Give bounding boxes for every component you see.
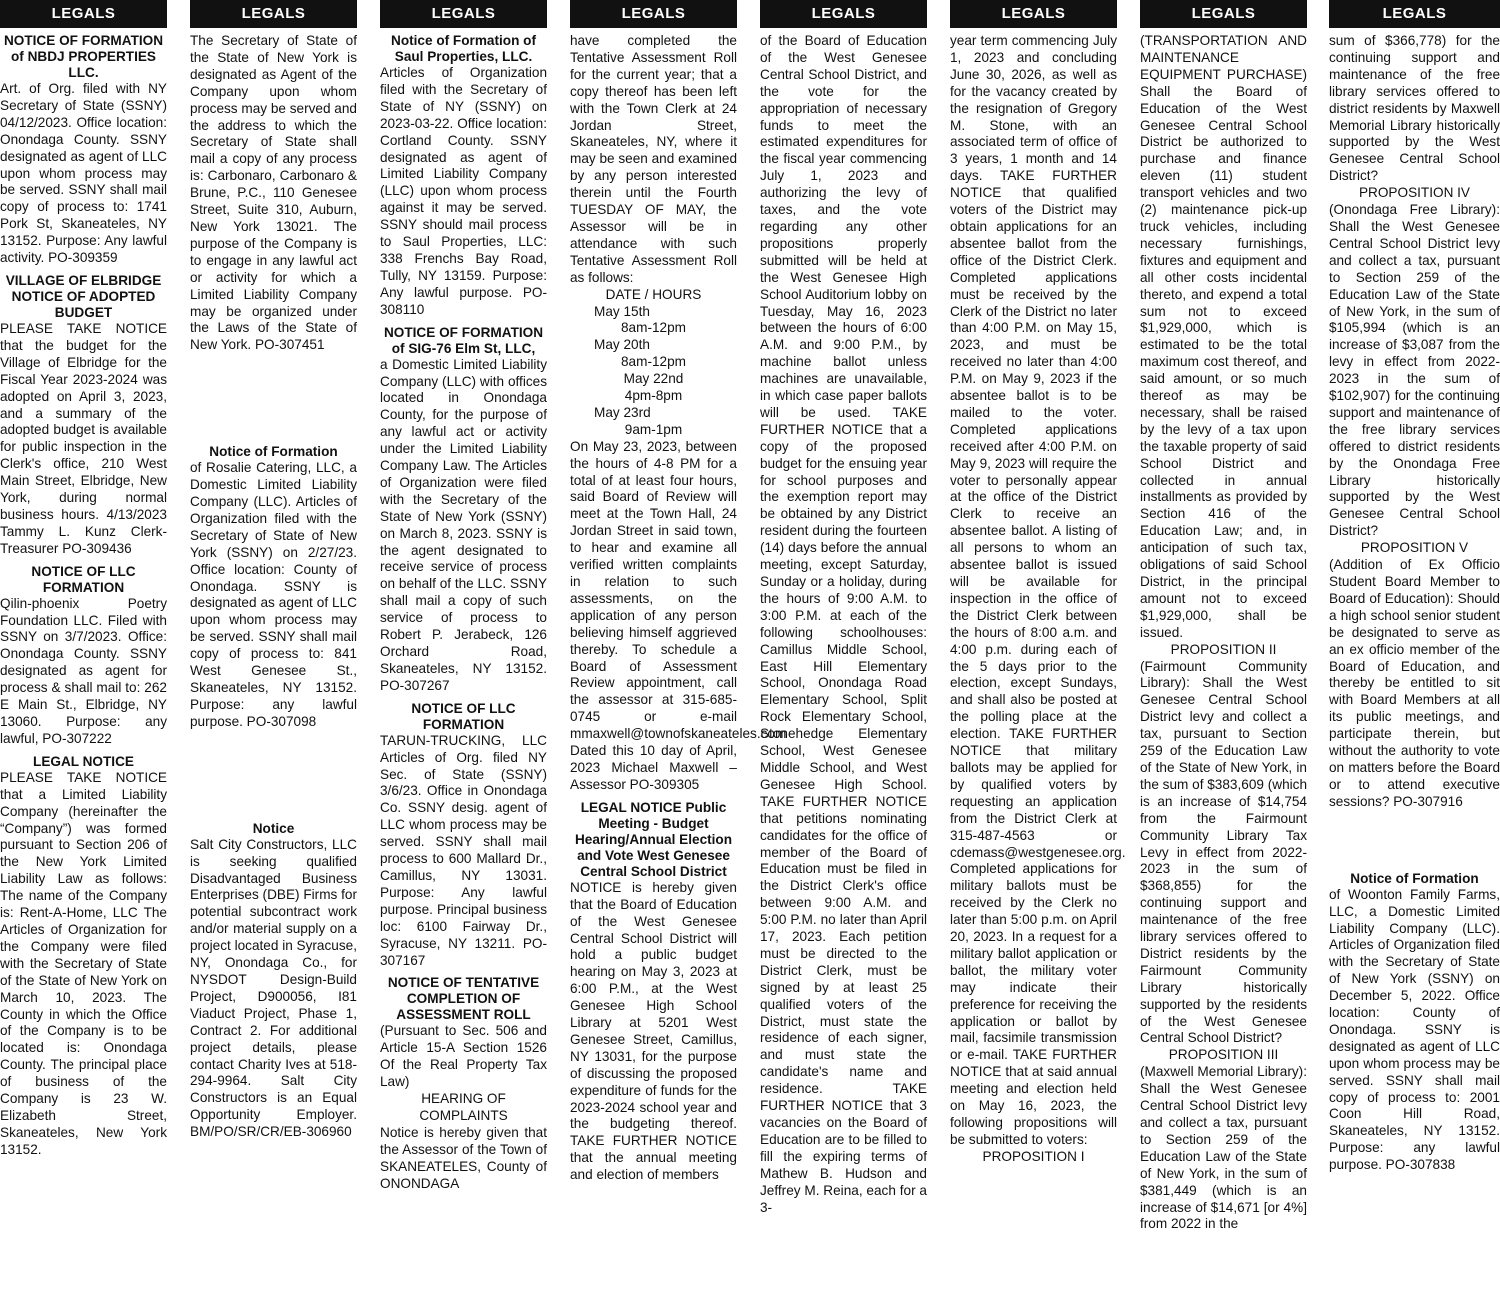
section-heading: PROPOSITION V xyxy=(1360,540,1469,556)
notice-text: Articles of Organization filed with the Secretary of State of NY (SSNY) on 2023-03-22. Office location: Cortland County. SSNY designated as agent of Limited Liability Company (LLC) upon whom process against it may be served. SSNY should mail process to Saul Properties, LLC: 338 Frenchs Bay Road, Tully, NY 13159. Purpose: Any lawful purpose. PO-308110 xyxy=(380,65,547,317)
column-4 xyxy=(570,0,787,1313)
section-heading: PROPOSITION II xyxy=(1170,641,1277,657)
section-heading: PROPOSITION I xyxy=(982,1148,1085,1164)
notice-text: PLEASE TAKE NOTICE that a Limited Liability Company (hereinafter the “Company”) was formed pursuant to Section 206 of the New York Limited Liability Law as follows: The name of the Company is: Rent-A-Home, LLC The Articles of Organization for the Company were filed with the Secretary of State of the State of New York on March 10, 2023. The County in which the Office of the Company is to be located is: Onondaga County. The principal place of business of the Company is 23 W. Elizabeth Street, Skaneateles, New York 13152. xyxy=(0,769,167,1157)
notice-text: PLEASE TAKE NOTICE that the budget for the Village of Elbridge for the Fiscal Year 2023-2024 was adopted on April 3, 2023, and a summary of the adopted budget is available for public inspection in the Clerk's office, 210 West Main Street, Elbridge, New York, during normal business hours. 4/13/2023 Tammy L. Kunz Clerk-Treasurer PO-309436 xyxy=(0,320,167,556)
notice-title: Notice of Formation of Saul Properties, LLC. xyxy=(391,33,536,64)
notice-title: NOTICE OF FORMATION of NBDJ PROPERTIES LLC. xyxy=(3,33,164,80)
notice-text: sum of $366,778) for the continuing support and maintenance of the free library services offered to district residents by Maxwell Memorial Library historically supported by the West Genesee Central School District? xyxy=(1329,33,1500,184)
notice-text: The Secretary of State of the State of New York is designated as Agent of the Company upon whom process may be served and the address to which the Secretary of State shall mail a copy of any process is: Carbonaro, Carbonaro & Brune, P.C., 110 Genesee Street, Suite 310, Auburn, New York 13021. The purpose of the Company is to engage in any lawful act or activity for which a Limited Liability Company may be organized under the Laws of the State of New York. PO-307451 xyxy=(190,33,357,353)
schedule-hours: 4pm-8pm xyxy=(624,388,683,404)
notice-title: LEGAL NOTICE xyxy=(33,753,134,769)
notice-text: year term commencing July 1, 2023 and concluding June 30, 2026, as well as for the vacancy created by the resignation of Gregory M. Stone, with an associated term of office of 3 years, 1 month and 14 days. TAKE FURTHER NOTICE that qualified voters of the District may obtain applications for an absentee ballot from the office of the District Clerk. Completed applications must be received by the Clerk of the District no later than 4:00 P.M. on May 15, 2023, and must be received no later than 4:00 P.M. on May 9, 2023 if the absentee ballot is to be mailed to the voter. Completed applications received after 4:00 P.M. on May 9, 2023 will require the voter to personally appear at the office of the District Clerk to receive an absentee ballot. A listing of all persons to whom an absentee ballot is issued will be available for inspection in the office of the District Clerk between the hours of 8:00 a.m. and 4:00 p.m. during each of the 5 days prior to the election, except Sundays, and shall also be posted at the polling place at the election. TAKE FURTHER NOTICE that military ballots may be applied for by qualified voters by requesting an application from the District Clerk at 315-487-4563 or cdemass@westgenesee.org. Completed applications for military ballots must be received by the Clerk no later than 5:00 p.m. on April 20, 2023. In a request for a military ballot application or ballot, the military voter may indicate their preference for receiving the application or ballot by mail, facsimile transmission or e-mail. TAKE FURTHER NOTICE that at said annual meeting and election held on May 16, 2023, the following propositions will be submitted to voters: xyxy=(950,33,1126,1147)
schedule-date: May 22nd xyxy=(623,371,684,387)
notice-title: NOTICE OF TENTATIVE COMPLETION OF ASSESSMENT ROLL xyxy=(387,975,540,1023)
legals-header: LEGALS xyxy=(1140,0,1307,28)
notice-title: Notice xyxy=(252,820,295,836)
notice-text: Qilin-phoenix Poetry Foundation LLC. Filed with SSNY on 3/7/2023. Office: Onondaga County. SSNY designated as agent for process & shall mail to: 262 E Main St., Elbridge, NY 13060. Purpose: any lawful, PO-307222 xyxy=(0,595,167,746)
notice-text: of Woonton Family Farms, LLC, a Domestic Limited Liability Company (LLC). Articles of Organization filed with the Secretary of State of New York (SSNY) on December 5, 2022. Office location: County of Onondaga. SSNY is designated as agent of LLC upon whom process may be served. SSNY shall mail copy of process to: 2001 Coon Hill Road, Skaneateles, NY 13152. Purpose: any lawful purpose. PO-307838 xyxy=(1329,886,1500,1173)
legals-header: LEGALS xyxy=(190,0,357,28)
legals-header: LEGALS xyxy=(950,0,1117,28)
notice-title: VILLAGE OF ELBRIDGE NOTICE OF ADOPTED BUDGET xyxy=(5,272,162,320)
column-3 xyxy=(380,0,547,1313)
notice-title: NOTICE OF LLC FORMATION xyxy=(31,563,136,595)
legals-header: LEGALS xyxy=(1329,0,1500,28)
schedule-hours: 8am-12pm xyxy=(621,354,686,370)
notice-text: (Fairmount Community Library): Shall the West Genesee Central School District levy and collect a tax, pursuant to Section 259 of the Education Law of the State of New York, in the sum of $383,609 (which is an increase of $14,754 from the Fairmount Community Library Tax Levy in effect from 2022-2023 in the sum of $368,855) for the continuing support and maintenance of the free library services offered to District residents by the Fairmount Community Library historically supported by the residents of the West Genesee Central School District? xyxy=(1140,658,1308,1046)
schedule-hours: 9am-1pm xyxy=(624,421,683,437)
legals-header: LEGALS xyxy=(760,0,927,28)
notice-text: Salt City Constructors, LLC is seeking qualified Disadvantaged Business Enterprises (DBE) Firms for potential subcontract work and/or material supply on a project located in Syracuse, NY, Onondaga Co., for NYSDOT Design-Build Project, D900056, I81 Viaduct Project, Phase 1, Contract 2. For additional project details, please contact Charity Ives at 518-294-9964. Salt City Constructors is an Equal Opportunity Employer. BM/PO/SR/CR/EB-306960 xyxy=(190,836,357,1140)
schedule-date: May 15th xyxy=(594,303,650,319)
notice-text: a Domestic Limited Liability Company (LLC) with offices located in Onondaga County, for the purpose of any lawful act or activity under the Limited Liability Company Law. The Articles of Organization were filed with the Secretary of the State of New York (SSNY) on March 8, 2023. SSNY is the agent designated to receive service of process on behalf of the LLC. SSNY shall mail a copy of such service of process to Robert P. Jerabeck, 126 Orchard Road, Skaneateles, NY 13152. PO-307267 xyxy=(380,356,548,693)
notice-title: NOTICE OF FORMATION of SIG-76 Elm St, LLC, xyxy=(383,324,544,356)
column-8 xyxy=(1329,0,1500,1313)
section-heading: HEARING OF COMPLAINTS xyxy=(419,1091,508,1123)
column-7 xyxy=(1140,0,1307,1313)
column-2 xyxy=(190,0,357,1313)
notice-text: (TRANSPORTATION AND MAINTENANCE EQUIPMENT PURCHASE) Shall the Board of Education of the West Genesee Central School District be authorized to purchase and finance eleven (11) student transport vehicles and two (2) maintenance pick-up truck vehicles, including necessary furnishings, fixtures and equipment and all other costs incidental thereto, and expend a total sum not to exceed $1,929,000, which is estimated to be the total maximum cost thereof, and said amount, or so much thereof as may be necessary, shall be raised by the levy of a tax upon the taxable property of said School District and collected in annual installments as provided by Section 416 of the Education Law; and, in anticipation of such tax, obligations of said School District, in the principal amount not to exceed $1,929,000, shall be issued. xyxy=(1140,33,1307,640)
legals-header: LEGALS xyxy=(380,0,547,28)
schedule-header: DATE / HOURS xyxy=(605,286,702,302)
section-heading: PROPOSITION IV xyxy=(1358,185,1471,201)
notice-text: (Pursuant to Sec. 506 and Article 15-A Section 1526 Of the Real Property Tax Law) xyxy=(380,1023,547,1090)
column-6 xyxy=(950,0,1126,1313)
notice-title: LEGAL NOTICE Public Meeting - Budget Hearing/Annual Election and Vote West Genesee Central School District xyxy=(574,799,733,879)
column-1 xyxy=(0,0,167,1313)
notice-text: of the Board of Education of the West Genesee Central School District, and the vote for the appropriation of necessary funds to meet the estimated expenditures for the fiscal year commencing July 1, 2023 and authorizing the levy of taxes, and the vote regarding any other propositions properly submitted will be held at the West Genesee High School Auditorium lobby on Tuesday, May 16, 2023 between the hours of 6:00 A.M. and 9:00 P.M., by machine ballot unless machines are unavailable, in which case paper ballots will be used. TAKE FURTHER NOTICE that a copy of the proposed budget for the ensuing year for school purposes and the exemption report may be obtained by any District resident during the fourteen (14) days before the annual meeting, except Saturday, Sunday or a holiday, during the hours of 9:00 A.M. to 3:00 P.M. at each of the following schoolhouses: Camillus Middle School, East Hill Elementary School, Onondaga Road Elementary School, Split Rock Elementary School, Stonehedge Elementary School, West Genesee Middle School, and West Genesee High School. TAKE FURTHER NOTICE that petitions nominating candidates for the office of member of the Board of Education must be filed in the District Clerk's office between 9:00 A.M. and 5:00 P.M. no later than April 17, 2023. Each petition must be directed to the District Clerk, must be signed by at least 25 qualified voters of the District, must state the residence of each signer, and must state the candidate's name and residence. TAKE FURTHER NOTICE that 3 vacancies on the Board of Education are to be filled to fill the expiring terms of Mathew B. Hudson and Jeffrey M. Reina, each for a 3- xyxy=(760,33,927,1215)
legals-header: LEGALS xyxy=(570,0,737,28)
notice-title: Notice of Formation xyxy=(1350,870,1479,886)
schedule-date: May 23rd xyxy=(594,404,651,420)
column-5 xyxy=(760,0,927,1313)
schedule-hours: 8am-12pm xyxy=(621,320,686,336)
notice-text: On May 23, 2023, between the hours of 4-8 PM for a total of at least four hours, said Board of Review will meet at the Town Hall, 24 Jordan Street in said town, to hear and examine all verified written complaints in relation to such assessments, on the application of any person believing himself aggrieved thereby. To schedule a Board of Assessment Review appointment, call the assessor at 315-685-0745 or e-mail mmaxwell@townofskaneateles.com Dated this 10 day of April, 2023 Michael Maxwell – Assessor PO-309305 xyxy=(570,438,787,792)
notice-text: have completed the Tentative Assessment Roll for the current year; that a copy thereof has been left with the Town Clerk at 24 Jordan Street, Skaneateles, NY, where it may be seen and examined by any person interested therein until the Fourth TUESDAY OF MAY, the Assessor will be in attendance with such Tentative Assessment Roll as follows: xyxy=(570,33,738,285)
section-heading: PROPOSITION III xyxy=(1168,1047,1279,1063)
legals-header: LEGALS xyxy=(0,0,167,28)
notice-text: (Addition of Ex Officio Student Board Member to Board of Education): Should a high school senior student be designated to serve as an ex officio member of the Board of Education, and thereby be entitled to sit with Board Members at all its public meetings, and participate therein, but without the authority to vote on matters before the Board or to attend executive sessions? PO-307916 xyxy=(1329,557,1500,809)
notice-title: NOTICE OF LLC FORMATION xyxy=(411,700,516,732)
notice-text: NOTICE is hereby given that the Board of Education of the West Genesee Central School District will hold a public budget hearing on May 3, 2023 at 6:00 P.M., at the West Genesee High School Library at 5201 West Genesee Street, Camillus, NY 13031, for the purpose of discussing the proposed expenditure of funds for the 2023-2024 school year and the budgeting thereof. TAKE FURTHER NOTICE that the annual meeting and election of members xyxy=(570,879,737,1183)
notice-title: Notice of Formation xyxy=(209,444,338,460)
notice-text: (Onondaga Free Library): Shall the West Genesee Central School District levy and collect a tax, pursuant to Section 259 of the Education Law of the State of New York, in the sum of $105,994 (which is an increase of $3,087 from the levy in effect from 2022-2023 in the sum of $102,907) for the continuing support and maintenance of the free library services offered to district residents by the Onondaga Free Library historically supported by the West Genesee Central School District? xyxy=(1329,202,1500,539)
notice-text: Notice is hereby given that the Assessor of the Town of SKANEATELES, County of ONONDAGA xyxy=(380,1124,547,1191)
notice-text: (Maxwell Memorial Library): Shall the West Genesee Central School District levy and collect a tax, pursuant to Section 259 of the Education Law of the State of New York, in the sum of $381,449 (which is an increase of $14,671 [or 4%] from 2022 in the xyxy=(1140,1064,1307,1232)
notice-text: Art. of Org. filed with NY Secretary of State (SSNY) 04/12/2023. Office location: Onondaga County. SSNY designated as agent of LLC upon whom process may be served. SSNY shall mail copy of process to: 1741 Pork St, Skaneateles, NY 13152. Purpose: Any lawful activity. PO-309359 xyxy=(0,81,167,266)
notice-text: TARUN-TRUCKING, LLC Articles of Org. filed NY Sec. of State (SSNY) 3/6/23. Office in Onondaga Co. SSNY desig. agent of LLC whom process may be served. SSNY shall mail process to 600 Mallard Dr., Camillus, NY 13031. Purpose: Any lawful purpose. Principal business loc: 6100 Fairway Dr., Syracuse, NY 13211. PO-307167 xyxy=(380,732,547,968)
schedule-date: May 20th xyxy=(594,337,650,353)
notice-text: of Rosalie Catering, LLC, a Domestic Limited Liability Company (LLC). Articles of Organization filed with the Secretary of State of New York (SSNY) on 2/27/23. Office location: County of Onondaga. SSNY is designated as agent of LLC upon whom process may be served. SSNY shall mail copy of process to: 841 West Genesee St., Skaneateles, NY 13152. Purpose: any lawful purpose. PO-307098 xyxy=(190,460,357,729)
